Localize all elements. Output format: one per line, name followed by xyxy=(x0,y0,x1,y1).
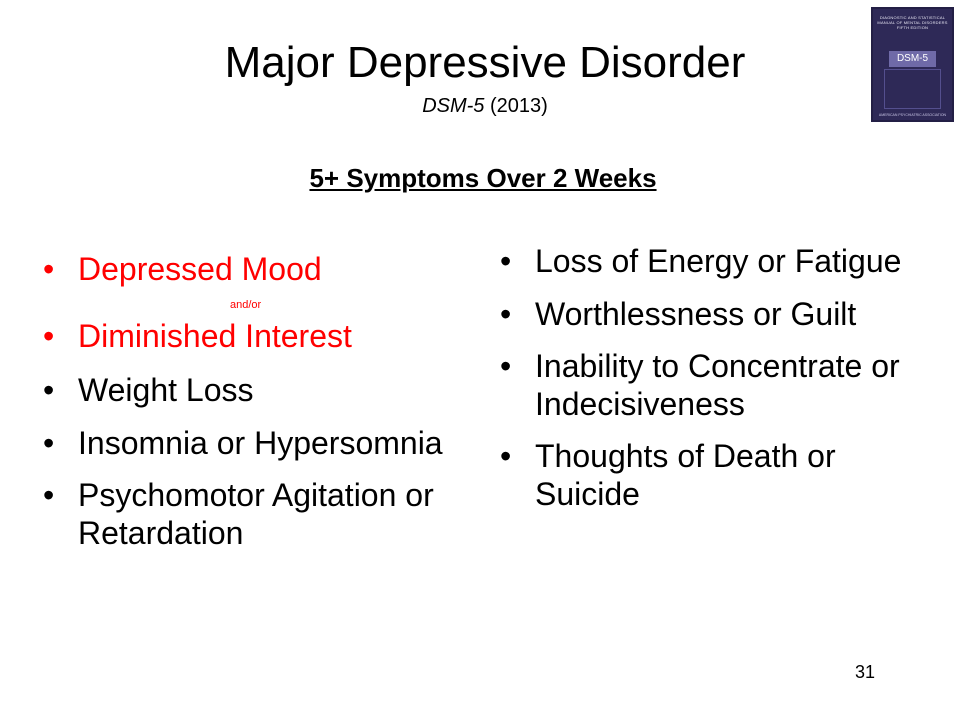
book-cover-frame xyxy=(884,69,941,109)
criteria-heading: 5+ Symptoms Over 2 Weeks xyxy=(309,163,657,193)
bullet-icon: • xyxy=(43,425,55,461)
book-publisher-text: AMERICAN PSYCHIATRIC ASSOCIATION xyxy=(878,113,947,117)
list-item: • Loss of Energy or Fatigue xyxy=(500,243,902,279)
slide-title: Major Depressive Disorder xyxy=(224,38,746,87)
bullet-icon: • xyxy=(43,251,55,287)
bullet-icon: • xyxy=(500,438,512,474)
list-item: • Diminished Interest xyxy=(43,318,352,354)
list-item: • Weight Loss xyxy=(43,372,254,408)
list-item: • Insomnia or Hypersomnia xyxy=(43,425,443,461)
bullet-icon: • xyxy=(500,296,512,332)
bullet-icon: • xyxy=(500,243,512,279)
book-badge: DSM-5 xyxy=(889,51,936,67)
list-item: • Worthlessness or Guilt xyxy=(500,296,857,332)
list-item: • Psychomotor Agitation or Retardation xyxy=(43,477,434,551)
left-symptom-list xyxy=(43,250,458,552)
subtitle-year: (2013) xyxy=(484,95,548,117)
page-number: 31 xyxy=(855,662,876,682)
book-title-text: DIAGNOSTIC AND STATISTICAL MANUAL OF MENTAL DISORDERS FIFTH EDITION xyxy=(877,15,948,30)
list-item: • Thoughts of Death or Suicide xyxy=(500,438,836,512)
dsm5-book-cover xyxy=(871,7,954,122)
list-item: • Depressed Mood xyxy=(43,251,322,287)
bullet-icon: • xyxy=(43,318,55,354)
bullet-icon: • xyxy=(43,372,55,408)
right-symptom-list xyxy=(500,242,935,513)
subtitle-source: DSM-5 xyxy=(422,95,485,117)
connector-label: and/or xyxy=(230,299,262,311)
list-item: • Inability to Concentrate or Indecisiveness xyxy=(500,348,900,422)
slide-subtitle xyxy=(0,93,960,119)
bullet-icon: • xyxy=(43,477,55,513)
bullet-icon: • xyxy=(500,348,512,384)
